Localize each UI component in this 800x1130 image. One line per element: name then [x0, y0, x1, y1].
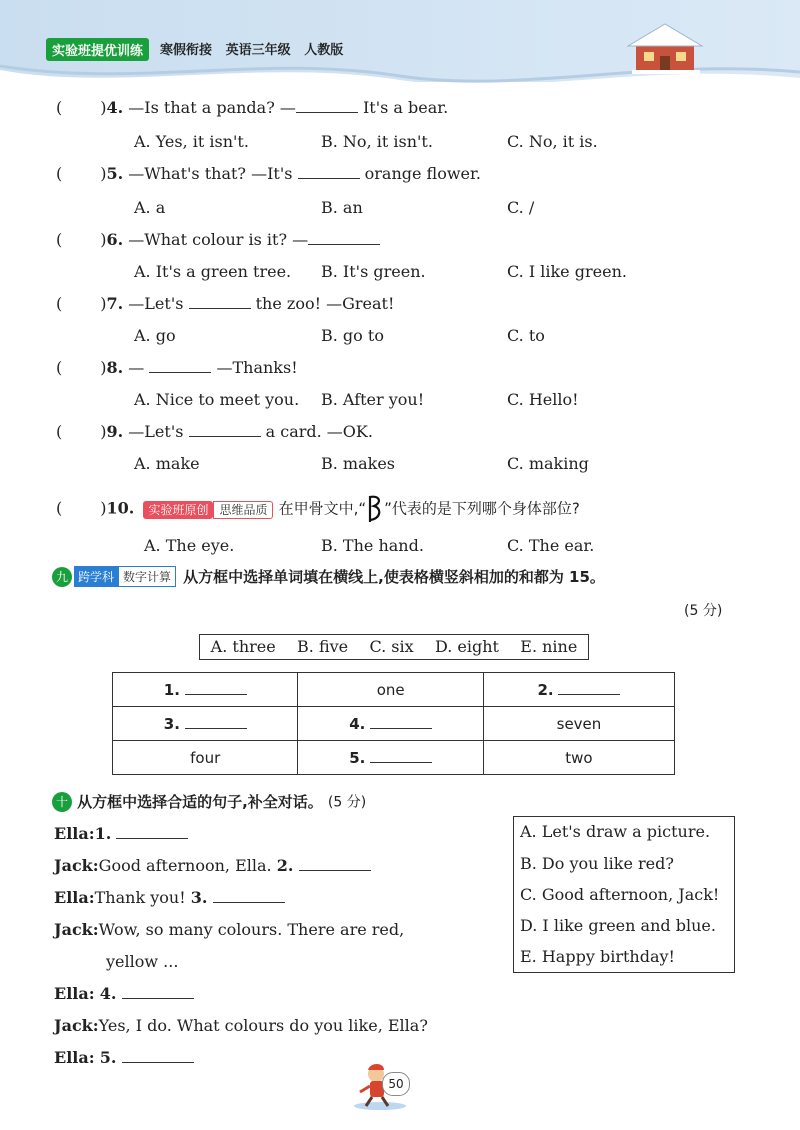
question-7-option-a[interactable]: A. go — [134, 326, 176, 345]
question-5-stem: ( )5. —What's that? —It's orange flower. — [56, 164, 481, 183]
sentence-box — [513, 816, 735, 973]
question-8-option-b[interactable]: B. After you! — [321, 390, 425, 409]
cross-subject-tag: 跨学科 — [74, 566, 118, 587]
answer-blank[interactable] — [189, 422, 261, 437]
math-tag: 数字计算 — [118, 566, 176, 587]
dialogue-line: Ella:Thank you! 3. — [54, 888, 285, 907]
question-10-stem: ( )10. 实验班原创 思维品质 在甲骨文中,“ ”代表的是下列哪个身体部位? — [56, 494, 580, 524]
answer-blank[interactable] — [122, 1048, 194, 1063]
grid-cell[interactable]: 5. — [298, 741, 483, 775]
oracle-bone-ear-icon — [366, 494, 384, 524]
question-4-option-c[interactable]: C. No, it is. — [507, 132, 598, 151]
dialogue-line: Jack:Wow, so many colours. There are red, — [54, 920, 405, 939]
header-badge: 实验班提优训练 — [46, 38, 149, 61]
grid-cell[interactable]: 3. — [113, 707, 298, 741]
question-5-option-a[interactable]: A. a — [134, 198, 166, 217]
section-10-score: (5 分) — [327, 794, 367, 811]
answer-blank[interactable] — [189, 294, 251, 309]
grid-cell: four — [113, 741, 298, 775]
question-10-option-c[interactable]: C. The ear. — [507, 536, 595, 555]
grid-cell: seven — [483, 707, 674, 741]
question-7-option-c[interactable]: C. to — [507, 326, 545, 345]
grid-cell[interactable]: 4. — [298, 707, 483, 741]
original-tag: 实验班原创 — [143, 501, 213, 519]
grid-cell[interactable]: 1. — [113, 673, 298, 707]
question-9-option-a[interactable]: A. make — [134, 454, 200, 473]
question-9-option-b[interactable]: B. makes — [321, 454, 396, 473]
dialogue-line: yellow ... — [106, 952, 179, 971]
grid-cell: two — [483, 741, 674, 775]
dialogue-line: Jack:Good afternoon, Ella. 2. — [54, 856, 371, 875]
question-9-stem: ( )9. —Let's a card. —OK. — [56, 422, 373, 441]
word-option: E. nine — [520, 637, 578, 656]
question-8-option-c[interactable]: C. Hello! — [507, 390, 579, 409]
word-box — [199, 634, 589, 660]
question-8-option-a[interactable]: A. Nice to meet you. — [134, 390, 300, 409]
question-7-stem: ( )7. —Let's the zoo! —Great! — [56, 294, 395, 313]
section-number-badge: 十 — [52, 792, 72, 812]
section-10-header — [52, 791, 366, 812]
dialogue-line: Jack:Yes, I do. What colours do you like, Ella? — [54, 1016, 428, 1035]
section-9-header — [52, 566, 605, 587]
answer-blank[interactable] — [308, 230, 380, 245]
word-option: B. five — [297, 637, 349, 656]
question-6-option-b[interactable]: B. It's green. — [321, 262, 426, 281]
thinking-tag: 思维品质 — [213, 501, 273, 519]
section-9-title: 从方框中选择单词填在横线上,使表格横竖斜相加的和都为 15。 — [183, 568, 605, 586]
question-4-stem: ( )4. —Is that a panda? — It's a bear. — [56, 98, 449, 117]
question-6-stem: ( )6. —What colour is it? — — [56, 230, 380, 249]
grid-cell[interactable]: 2. — [483, 673, 674, 707]
section-9-score: (5 分) — [684, 603, 723, 619]
sentence-option: C. Good afternoon, Jack! — [520, 885, 720, 904]
question-9-option-c[interactable]: C. making — [507, 454, 589, 473]
answer-blank[interactable] — [296, 98, 358, 113]
dialogue-line: Ella:1. — [54, 824, 188, 843]
sentence-option: B. Do you like red? — [520, 854, 674, 873]
question-4-option-b[interactable]: B. No, it isn't. — [321, 132, 433, 151]
question-6-option-a[interactable]: A. It's a green tree. — [134, 262, 292, 281]
dialogue-line: Ella: 4. — [54, 984, 194, 1003]
magic-square-table — [112, 672, 675, 775]
question-10-option-a[interactable]: A. The eye. — [144, 536, 235, 555]
word-option: C. six — [369, 637, 414, 656]
answer-blank[interactable] — [213, 888, 285, 903]
word-option: D. eight — [434, 637, 499, 656]
grid-cell: one — [298, 673, 483, 707]
sentence-option: D. I like green and blue. — [520, 916, 716, 935]
section-10-title: 从方框中选择合适的句子,补全对话。 — [77, 793, 323, 811]
section-number-badge: 九 — [52, 567, 72, 587]
answer-blank[interactable] — [122, 984, 194, 999]
question-8-stem: ( )8. — —Thanks! — [56, 358, 298, 377]
answer-blank[interactable] — [299, 856, 371, 871]
answer-blank[interactable] — [149, 358, 211, 373]
sentence-option: E. Happy birthday! — [520, 947, 675, 966]
question-4-option-a[interactable]: A. Yes, it isn't. — [134, 132, 249, 151]
question-7-option-b[interactable]: B. go to — [321, 326, 384, 345]
header-subtitle: 寒假衔接 英语三年级 人教版 — [160, 43, 344, 58]
question-5-option-b[interactable]: B. an — [321, 198, 363, 217]
answer-blank[interactable] — [298, 164, 360, 179]
word-option: A. three — [210, 637, 276, 656]
page-number: 50 — [382, 1072, 410, 1096]
question-5-option-c[interactable]: C. / — [507, 198, 535, 217]
dialogue-line: Ella: 5. — [54, 1048, 194, 1067]
sentence-option: A. Let's draw a picture. — [520, 822, 711, 841]
question-10-option-b[interactable]: B. The hand. — [321, 536, 424, 555]
answer-blank[interactable] — [116, 824, 188, 839]
question-6-option-c[interactable]: C. I like green. — [507, 262, 627, 281]
